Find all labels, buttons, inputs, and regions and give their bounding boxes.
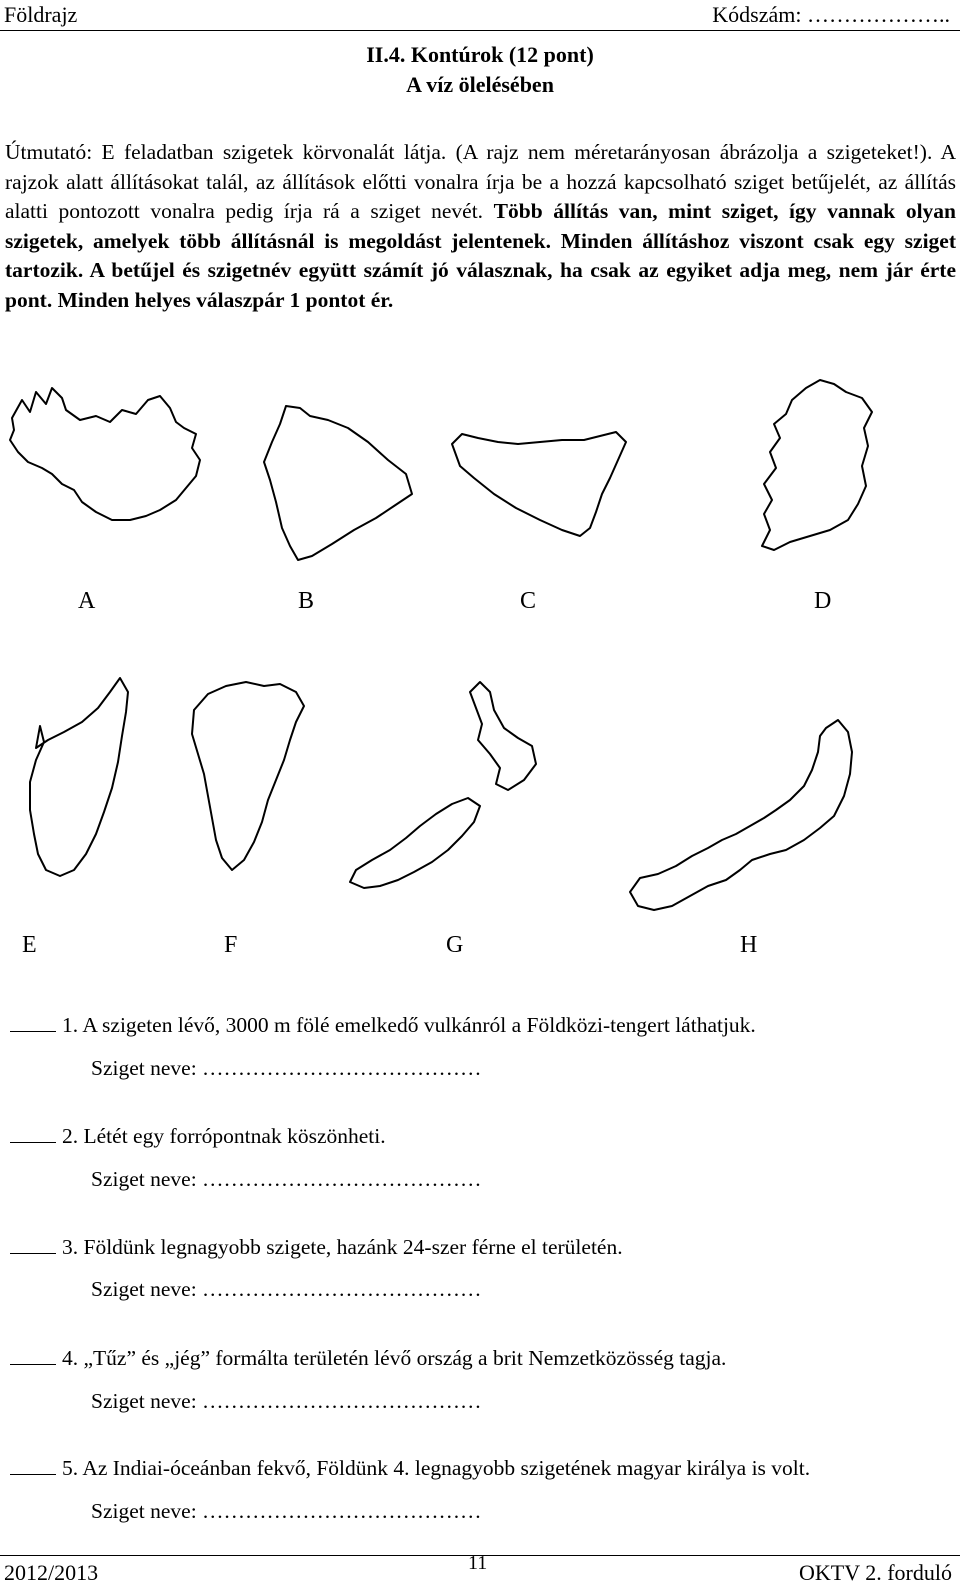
island-g-south-outline	[350, 798, 480, 888]
island-name-answer-line[interactable]: Sziget neve: …………………………………	[91, 1499, 482, 1523]
island-d-outline	[762, 380, 872, 550]
island-h-outline	[630, 720, 852, 910]
question-5	[10, 1456, 810, 1481]
island-f-outline	[192, 682, 304, 870]
island-e-outline	[30, 678, 128, 876]
island-name-answer-line[interactable]: Sziget neve: …………………………………	[91, 1056, 482, 1080]
instructions-intro: Útmutató: E feladatban szigetek körvonalát látja. (A rajz nem méretarányosan ábrázolja a szigeteket!). A rajzok alatt állításokat talál, az állítások előtti vonalra írja be a hozzá kapcsolható sziget betűjelét, az állítás alatti pontozott vonalra pedig írja rá a sziget nevét.	[5, 140, 956, 223]
letter-answer-blank[interactable]	[10, 1237, 56, 1254]
contest-round: OKTV 2. forduló	[799, 1560, 952, 1585]
task-title: II.4. Kontúrok (12 pont)	[366, 42, 594, 67]
page-header	[0, 0, 960, 31]
map-label-g: G	[446, 932, 464, 958]
instructions-rules: Több állítás van, mint sziget, így vannak olyan szigetek, amelyek több állításnál is megoldást jelentenek. Minden állításhoz viszont csak egy sziget tartozik. A betűjel és szigetnév együtt számít jó válasznak, ha csak az egyiket adja meg, nem jár érte pont. Minden helyes válaszpár 1 pontot ér.	[5, 199, 957, 312]
instructions	[5, 138, 956, 315]
map-label-a: A	[78, 588, 96, 614]
island-name-answer-line[interactable]: Sziget neve: …………………………………	[91, 1167, 482, 1191]
task-subtitle: A víz ölelésében	[406, 72, 554, 97]
question-text: 5. Az Indiai-óceánban fekvő, Földünk 4. legnagyobb szigetének magyar királya is volt.	[62, 1456, 811, 1480]
question-2	[10, 1124, 386, 1149]
island-name-answer-line[interactable]: Sziget neve: …………………………………	[91, 1277, 482, 1301]
map-label-e: E	[22, 932, 37, 958]
question-text: 4. „Tűz” és „jég” formálta területén lévő ország a brit Nemzetközösség tagja.	[62, 1346, 727, 1370]
question-text: 2. Létét egy forrópontnak köszönheti.	[62, 1124, 386, 1148]
page-number: 11	[468, 1552, 488, 1574]
island-c-outline	[452, 432, 626, 536]
island-name-answer-line[interactable]: Sziget neve: …………………………………	[91, 1389, 482, 1413]
island-b-outline	[264, 406, 412, 560]
school-year: 2012/2013	[4, 1560, 99, 1585]
letter-answer-blank[interactable]	[10, 1126, 56, 1143]
question-1	[10, 1013, 756, 1038]
letter-answer-blank[interactable]	[10, 1348, 56, 1365]
island-outline-drawings	[0, 370, 960, 970]
page-footer	[0, 1552, 960, 1586]
question-3	[10, 1235, 623, 1260]
letter-answer-blank[interactable]	[10, 1458, 56, 1475]
map-label-b: B	[298, 588, 315, 614]
map-label-d: D	[814, 588, 832, 614]
question-text: 3. Földünk legnagyobb szigete, hazánk 24-szer férne el területén.	[62, 1235, 623, 1259]
question-text: 1. A szigeten lévő, 3000 m fölé emelkedő vulkánról a Földközi-tengert láthatjuk.	[62, 1013, 756, 1037]
island-g-north-outline	[470, 682, 536, 790]
letter-answer-blank[interactable]	[10, 1015, 56, 1032]
map-label-h: H	[740, 932, 758, 958]
map-label-c: C	[520, 588, 537, 614]
subject-label: Földrajz	[4, 2, 78, 27]
question-4	[10, 1346, 726, 1371]
island-outlines	[0, 370, 960, 970]
map-label-f: F	[224, 932, 238, 958]
island-a-outline	[10, 388, 200, 520]
code-field[interactable]: Kódszám: ………………..	[712, 2, 950, 27]
